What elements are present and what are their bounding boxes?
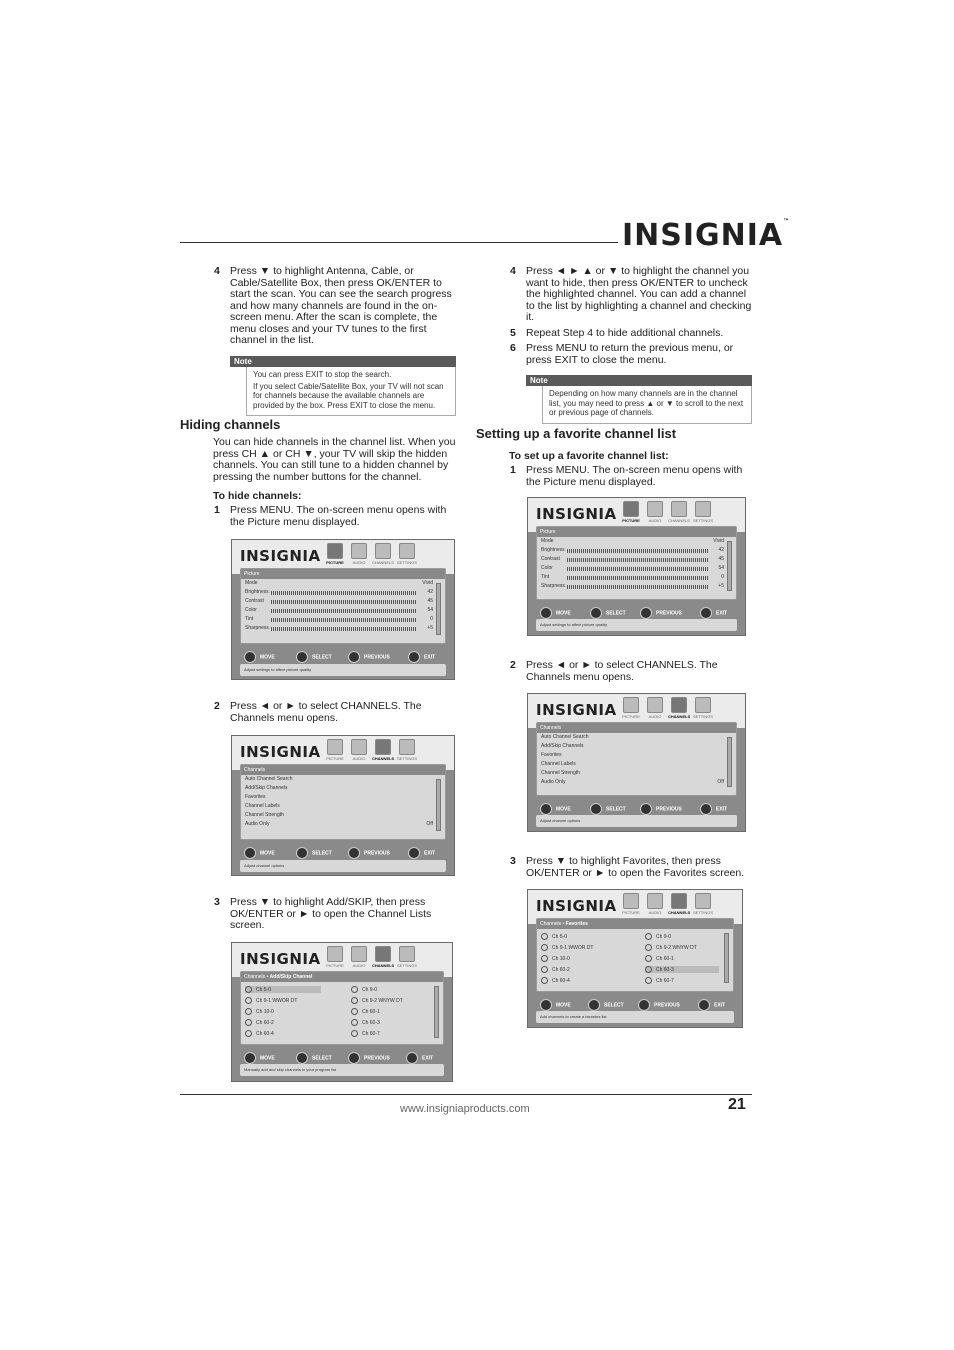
insignia-logo: INSIGNIA™ bbox=[622, 218, 791, 253]
tab-picture[interactable]: PICTURE bbox=[324, 739, 346, 761]
settings-icon bbox=[399, 739, 415, 755]
picture-panel: Picture Mode Vivid Brightness 42 Contrast 45 Color 54 Tint 0 Sharpness +5 bbox=[240, 568, 446, 644]
channel-item[interactable]: Ch 60-3 bbox=[351, 1019, 380, 1026]
note-body: You can press EXIT to stop the search. If you select Cable/Satellite Box, your TV will not scan for channels because the available channels are provided by the box. Press EXIT to close the menu. bbox=[246, 367, 456, 416]
scrollbar[interactable] bbox=[436, 779, 441, 831]
subhead-hide: To hide channels: bbox=[213, 490, 302, 502]
channel-item[interactable]: Ch 5-0 bbox=[245, 986, 321, 993]
select-icon bbox=[296, 651, 308, 663]
fav-step-2: 2 Press ◄ or ► to select CHANNELS. The Channels menu opens. bbox=[510, 659, 718, 683]
channels-panel: Channels Auto Channel Search Add/Skip Channels Favorites Channel Labels Channel Strength Audio Only Off bbox=[240, 764, 446, 840]
channel-item[interactable]: Ch 9-2 WNYW DT bbox=[351, 997, 403, 1004]
channels-icon bbox=[671, 501, 687, 517]
picture-icon bbox=[623, 697, 639, 713]
note-box-2: Note Depending on how many channels are in the channel list, you may need to press ▲ or ▼ to scroll to the next or previous page of channels. bbox=[526, 375, 752, 424]
section-heading-hiding: Hiding channels bbox=[180, 417, 281, 432]
tv-screen-channels-right: INSIGNIA PICTURE AUDIO CHANNELS SETTINGS Channels Auto Channel Search Add/Skip Channels Favorites Channel Labels Channel Strength Audio Only Off MOVE SELECT PREVIOUS EXIT Adjust channel options bbox=[527, 693, 746, 832]
previous-icon bbox=[348, 651, 360, 663]
settings-icon bbox=[695, 501, 711, 517]
step-4-scan: 4 Press ▼ to highlight Antenna, Cable, or Cable/Satellite Box, then press OK/ENTER to start the scan. You can see the search progress and how many channels are found in the on-screen menu. After the scan is complete, the menu closes and your TV tunes to the first channel in the list. bbox=[214, 265, 452, 346]
settings-icon bbox=[399, 946, 415, 962]
settings-icon bbox=[695, 893, 711, 909]
checkbox-icon bbox=[245, 1008, 252, 1015]
menu-item[interactable]: Add/Skip Channels bbox=[245, 785, 288, 791]
picture-icon bbox=[623, 501, 639, 517]
tv-screen-channels-left: INSIGNIA PICTURE AUDIO CHANNELS SETTINGS Channels Auto Channel Search Add/Skip Channels Favorites Channel Labels Channel Strength Audio Only Off MOVE SELECT PREVIOUS EXIT Adjust channel options bbox=[231, 735, 455, 876]
audio-icon bbox=[647, 893, 663, 909]
menu-item[interactable]: Audio Only Off bbox=[245, 821, 433, 827]
checkbox-icon bbox=[351, 997, 358, 1004]
menu-item[interactable]: Favorites bbox=[245, 794, 266, 800]
checkbox-icon bbox=[245, 1030, 252, 1037]
picture-icon bbox=[623, 893, 639, 909]
channels-icon bbox=[375, 946, 391, 962]
audio-icon bbox=[647, 697, 663, 713]
fav-step-3: 3 Press ▼ to highlight Favorites, then press OK/ENTER or ► to open the Favorites screen. bbox=[510, 855, 745, 879]
contrast-row[interactable]: Contrast 45 bbox=[245, 598, 433, 604]
subhead-favorite: To set up a favorite channel list: bbox=[509, 450, 669, 462]
settings-icon bbox=[695, 697, 711, 713]
tv-screen-picture-left bbox=[231, 539, 455, 680]
note-box-1 bbox=[230, 356, 456, 416]
section-heading-favorite: Setting up a favorite channel list bbox=[476, 426, 677, 441]
tab-settings[interactable]: SETTINGS bbox=[396, 739, 418, 761]
checkbox-icon bbox=[245, 997, 252, 1004]
channel-item[interactable]: Ch 9-0 bbox=[351, 986, 377, 993]
channels-icon bbox=[375, 543, 391, 559]
checkbox-icon bbox=[351, 1019, 358, 1026]
checkbox-icon bbox=[351, 1008, 358, 1015]
nav-bar: MOVE SELECT PREVIOUS EXIT bbox=[240, 646, 446, 664]
header-rule bbox=[180, 242, 618, 243]
audio-icon bbox=[647, 501, 663, 517]
hide-step-3: 3 Press ▼ to highlight Add/SKIP, then press OK/ENTER or ► to open the Channel Lists screen. bbox=[214, 896, 432, 931]
channel-item[interactable]: Ch 60-2 bbox=[245, 1019, 274, 1026]
hiding-intro-block bbox=[213, 437, 457, 506]
tab-audio[interactable]: AUDIO bbox=[348, 543, 370, 565]
footer-rule bbox=[180, 1094, 752, 1095]
help-text: Adjust settings to affect picture quality bbox=[240, 664, 446, 676]
exit-icon bbox=[408, 651, 420, 663]
right-steps: 4 Press ◄ ► ▲ or ▼ to highlight the channel you want to hide, then press OK/ENTER to uncheck the highlighted channel. You can add a channel to the list by highlighting a channel and checking it. 5 Repeat Step 4 to hide additional channels. 6 Press MENU to return the previous menu, or press EXIT to close the menu. bbox=[510, 265, 752, 366]
left-column bbox=[214, 266, 458, 351]
channels-icon bbox=[671, 893, 687, 909]
settings-icon bbox=[399, 543, 415, 559]
tv-screen-favorites: INSIGNIA PICTURE AUDIO CHANNELS SETTINGS Channels • Favorites Ch 5-0 Ch 9-1 WWOR DT Ch 10-0 Ch 60-2 Ch 60-4 Ch 9-0 Ch 9-2 WNYW DT Ch 60-1 Ch 60-3 Ch 60-7 MOVE SELECT PREVIOUS EXIT Add channels to create a favorites list bbox=[527, 889, 743, 1028]
menu-item[interactable]: Channel Strength bbox=[245, 812, 284, 818]
brightness-row[interactable]: Brightness 42 bbox=[245, 589, 433, 595]
tab-channels[interactable]: CHANNELS bbox=[372, 543, 394, 565]
channel-item[interactable]: Ch 60-7 bbox=[351, 1030, 380, 1037]
menu-item[interactable]: Channel Labels bbox=[245, 803, 280, 809]
picture-icon bbox=[327, 946, 343, 962]
tv-logo: INSIGNIA bbox=[240, 547, 321, 565]
audio-icon bbox=[351, 946, 367, 962]
color-row[interactable]: Color 54 bbox=[245, 607, 433, 613]
picture-icon bbox=[327, 739, 343, 755]
checkbox-icon bbox=[351, 986, 358, 993]
tab-picture[interactable]: PICTURE bbox=[324, 543, 346, 565]
channel-item[interactable]: Ch 9-1 WWOR DT bbox=[245, 997, 297, 1004]
checkbox-icon bbox=[245, 1019, 252, 1026]
sharpness-row[interactable]: Sharpness +5 bbox=[245, 625, 433, 631]
hiding-channels-section bbox=[180, 419, 458, 431]
checkbox-icon bbox=[245, 986, 252, 993]
channel-item[interactable]: Ch 60-1 bbox=[351, 1008, 380, 1015]
mode-row[interactable]: Mode Vivid bbox=[245, 580, 433, 586]
tab-audio[interactable]: AUDIO bbox=[348, 739, 370, 761]
menu-item[interactable]: Auto Channel Search bbox=[245, 776, 293, 782]
audio-icon bbox=[351, 543, 367, 559]
page-number: 21 bbox=[728, 1096, 746, 1113]
note-label: Note bbox=[230, 356, 456, 367]
channels-icon bbox=[671, 697, 687, 713]
tab-settings[interactable]: SETTINGS bbox=[396, 543, 418, 565]
footer-url[interactable]: www.insigniaproducts.com bbox=[400, 1103, 530, 1115]
checkbox-icon bbox=[351, 1030, 358, 1037]
tv-screen-addskip: INSIGNIA PICTURE AUDIO CHANNELS SETTINGS Channels • Add/Skip Channel Ch 5-0 Ch 9-1 WWOR DT Ch 10-0 Ch 60-2 Ch 60-4 Ch 9-0 Ch 9-2 WNYW DT Ch 60-1 Ch 60-3 Ch 60-7 MOVE SELECT PREVIOUS EXIT Manually add and skip channels in your program list bbox=[231, 942, 453, 1082]
tab-channels[interactable]: CHANNELS bbox=[372, 739, 394, 761]
channel-item[interactable]: Ch 60-4 bbox=[245, 1030, 274, 1037]
scrollbar[interactable] bbox=[436, 583, 441, 635]
picture-icon bbox=[327, 543, 343, 559]
channel-item[interactable]: Ch 10-0 bbox=[245, 1008, 274, 1015]
audio-icon bbox=[351, 739, 367, 755]
channels-icon bbox=[375, 739, 391, 755]
hide-step-1: 1 Press MENU. The on-screen menu opens with the Picture menu displayed. bbox=[214, 504, 447, 528]
tv-screen-picture-right: INSIGNIA PICTURE AUDIO CHANNELS SETTINGS Picture Mode Vivid Brightness 42 Contrast 45 Color 54 Tint 0 Sharpness +5 MOVE SELECT PREVIOUS EXIT Adjust settings to affect picture quality bbox=[527, 497, 746, 636]
move-icon bbox=[244, 651, 256, 663]
hide-step-2: 2 Press ◄ or ► to select CHANNELS. The Channels menu opens. bbox=[214, 700, 422, 724]
hiding-intro: You can hide channels in the channel list. When you press CH ▲ or CH ▼, your TV will skip the hidden channels. You can still tune to a hidden channel by pressing the number buttons for the channel. bbox=[213, 436, 456, 483]
addskip-panel: Channels • Add/Skip Channel Ch 5-0 Ch 9-1 WWOR DT Ch 10-0 Ch 60-2 Ch 60-4 Ch 9-0 Ch 9-2 WNYW DT Ch 60-1 Ch 60-3 Ch 60-7 bbox=[240, 971, 444, 1045]
tint-row[interactable]: Tint 0 bbox=[245, 616, 433, 622]
fav-step-1: 1 Press MENU. The on-screen menu opens with the Picture menu displayed. bbox=[510, 464, 743, 488]
